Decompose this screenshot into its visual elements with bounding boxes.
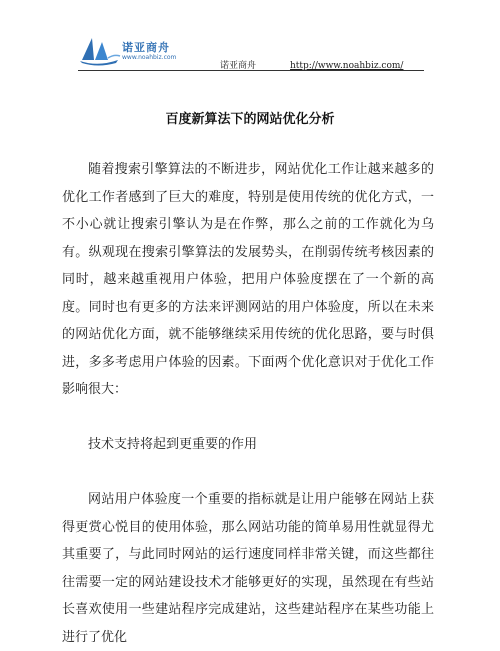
header-divider	[78, 70, 424, 71]
article-title: 百度新算法下的网站优化分析	[165, 112, 335, 127]
sailboat-logo-icon	[78, 34, 122, 66]
section-heading: 技术支持将起到更重要的作用	[88, 437, 258, 452]
paragraph-technical-support: 网站用户体验度一个重要的指标就是让用户能够在网站上获得更赏心悦目的使用体验，那么网站功能的简单易用性就显得尤其重要了，与此同时网站的运行速度同样非常关键，而这些都往往需要一定的网站建设技术才能够更好的实现，虽然现在有些站长喜欢使用一些建站程序完成建站，这些建站程序在某些功能上进行了优化	[62, 492, 434, 645]
company-name: 诺亚商舟	[220, 61, 257, 71]
document-header	[78, 34, 424, 72]
logo-url: www.noahbiz.com	[122, 54, 177, 61]
website-link[interactable]: http://www.noahbiz.com/	[290, 61, 404, 71]
logo-name: 诺亚商舟	[122, 41, 170, 54]
paragraph-intro: 随着搜索引擎算法的不断进步，网站优化工作让越来越多的优化工作者感到了巨大的难度，特别是使用传统的优化方式，一不小心就让搜索引擎认为是在作弊，那么之前的工作就化为乌有。纵观现在搜索引擎算法的发展势头，在削弱传统考核因素的同时，越来越重视用户体验，把用户体验度摆在了一个新的高度。同时也有更多的方法来评测网站的用户体验度，所以在未来的网站优化方面，就不能够继续采用传统的优化思路，要与时俱进，多多考虑用户体验的因素。下面两个优化意识对于优化工作影响很大：	[62, 162, 434, 397]
article-body	[62, 156, 434, 651]
